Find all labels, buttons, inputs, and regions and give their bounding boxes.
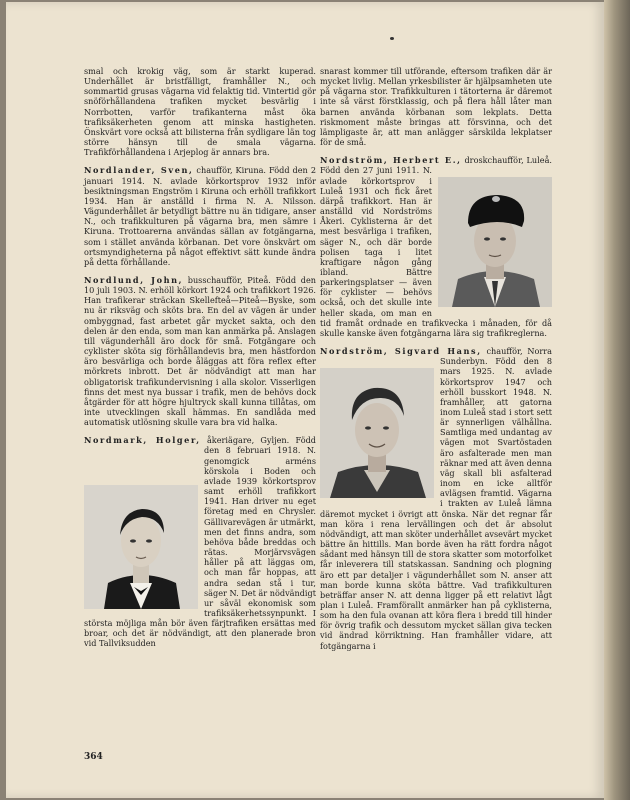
entry-text: chaufför, Kiruna. Född den 2 januari 1914. N. avlade körkortsprov 1932 inför besiktningsman Engström i Kiruna och erhöll trafikkort 1934. Han är anställd i firma N. A. Nilsson. Vägunderhållet är betydligt bättre nu än tidigare, anser N., och trafikkulturen på vägarna bra, men sämre i Kiruna. Trottoarerna användas sällan av fotgängarna, som i stället använda körbanan. Det vore önskvärt om ortsmyndigheterna på något effektivt sätt kunde ändra på detta förhållande. — [84, 165, 316, 267]
entry-name: Nordström, Herbert E., — [320, 155, 462, 166]
entry-nordlander — [84, 165, 316, 267]
entry-text: droskchaufför, Luleå. Född den 27 juni 1911. N. avlade körkortsprov i Luleå 1931 och fick året därpå trafikkort. Han är anställd vid Nordströms Åkeri. Cyklisterna är det mest besvärliga i trafiken, säger N., och där borde polisen taga i litet kraftigare någon gång ibland. Bättre parkeringsplatser — även för cyklister — behövs också, och det skulle inte heller skada, om man en tid framåt ordnade en trafikvecka i månaden, för då skulle kanske även fotgängarna lära sig trafikreglerna. — [320, 155, 552, 338]
intro-paragraph-right: snarast kommer till utförande, eftersom trafiken där är mycket livlig. Mellan yrkesbilister är hjälpsamheten ute på vägarna stor. Trafikkulturen i tätorterna är däremot inte så värst förstklassig, och på flera håll låter man barnen använda körbanan som lekplats. Detta riskmoment måste bringas att försvinna, och det lämpligaste är, att man anlägger särskilda lekplatser för de små. — [320, 66, 552, 148]
entry-nordstrom-sigvard — [320, 346, 552, 651]
intro-paragraph-left: smal och krokig väg, som är starkt kuperad. Underhållet är bristfälligt, framhåller N., och sommartid grusas vägarna vid felaktig tid. Vintertid gör snöförhållandena trafiken mycket besvärlig i Norrbotten, varför trafikanterna måst öka trafiksäkerheten genom att minska hastigheten. Önskvärt vore också att bilisterna från sydligare län tog större hänsyn till de smala vägarna. Trafikförhållandena i Arjeplog är annars bra. — [84, 66, 316, 158]
right-column — [320, 66, 552, 659]
ink-mark — [390, 37, 394, 40]
entry-name: Nordlund, John, — [84, 274, 184, 285]
entry-text: busschaufför, Piteå. Född den 10 juli 1903. N. erhöll körkort 1924 och trafikkort 1926. Han trafikerar sträckan Skellefteå—Piteå—Byske, som nu är riksväg och sköts bra. En del av vägen är under ombyggnad, fast arbetet går mycket sakta, och den delen är den enda, som man kan anmärka på. Anslagen till vägunderhåll äro dock för små. Fotgängare och cyklister sköta sig förhållandevis bra, men hästfordon äro besvärliga och borde åläggas att föra reflex efter mörkrets inbrott. Det är nödvändigt att man har obligatorisk trafikundervisning i alla skolor. Visserligen finns det mest nya bussar i trafik, men de behövs dock åtgärder för att högre hjultryck skall kunna tillåtas, om inte utvecklingen skall hämmas. En sandlåda med automatisk utlösning skulle vara bra vid halka. — [84, 274, 316, 428]
entry-name: Nordström, Sigvard Hans, — [320, 346, 482, 357]
portrait-nordstrom-sigvard — [320, 368, 434, 498]
left-column — [84, 66, 316, 657]
page-number: 364 — [84, 752, 103, 762]
entry-text: chaufför, Norra Sunderbyn. Född den 8 mars 1925. N. avlade körkortsprov 1947 och erhöll busskort 1948. N. framhåller, att gatorna inom Luleå stad i stort sett är synnerligen välhållna. Samtliga med undantag av vägen mot Svartöstaden äro asfalterade men man räknar med att även denna väg skall bli asfalterad inom en icke alltför avlägsen framtid. Vägarna i trakten av Luleå lämna däremot mycket i övrigt att önska. När det regnar får man köra i rena lervällingen och det är absolut nödvändigt, att man sköter underhållet avsevärt mycket bättre än hittills. Man borde även ha rätt fordra något sådant med hänsyn till de stora skatter som motorfolket får inleverera till statskassan. Sandning och plogning äro ett par detaljer i vägunderhållet som N. anser att man borde kunna sköta bättre. Vad trafikkulturen beträffar anser N. att denna ligger på ett relativt lågt plan i Luleå. Framförallt anmärker han på cyklisterna, som ha den fula ovanan att köra flera i bredd till hinder för övrig trafik och dessutom mycket sällan giva tecken vid ändrad körriktning. Han framhåller vidare, att fotgängarna i — [320, 346, 552, 651]
entry-nordlund — [84, 275, 316, 427]
portrait-nordstrom-herbert — [438, 177, 552, 307]
entry-nordmark — [84, 435, 316, 648]
book-spine — [604, 0, 630, 800]
entry-name: Nordlander, Sven, — [84, 165, 194, 176]
entry-nordstrom-herbert — [320, 155, 552, 338]
portrait-nordmark — [84, 485, 198, 609]
entry-name: Nordmark, Holger, — [84, 435, 201, 446]
entry-text: åkeriägare, Gyljen. Född den 8 februari 1918. N. genomgick arméns körskola i Boden och avlade 1939 körkortsprov samt erhöll trafikkort 1941. Han driver nu eget företag med en Chrysler. Gällivarevägen är utmärkt, men det finns andra, som behöva både breddas och rätas. Morjärvsvägen håller på att läggas om, och man får hoppas, att andra sedan stå i tur, säger N. Det är nödvändigt ur såväl ekonomisk som trafiksäkerhetssynpunkt. I största möjliga mån bör även färjtrafiken ersättas med broar, och det är nödvändigt, att den planerade bron vid Tallviksudden — [84, 435, 316, 649]
